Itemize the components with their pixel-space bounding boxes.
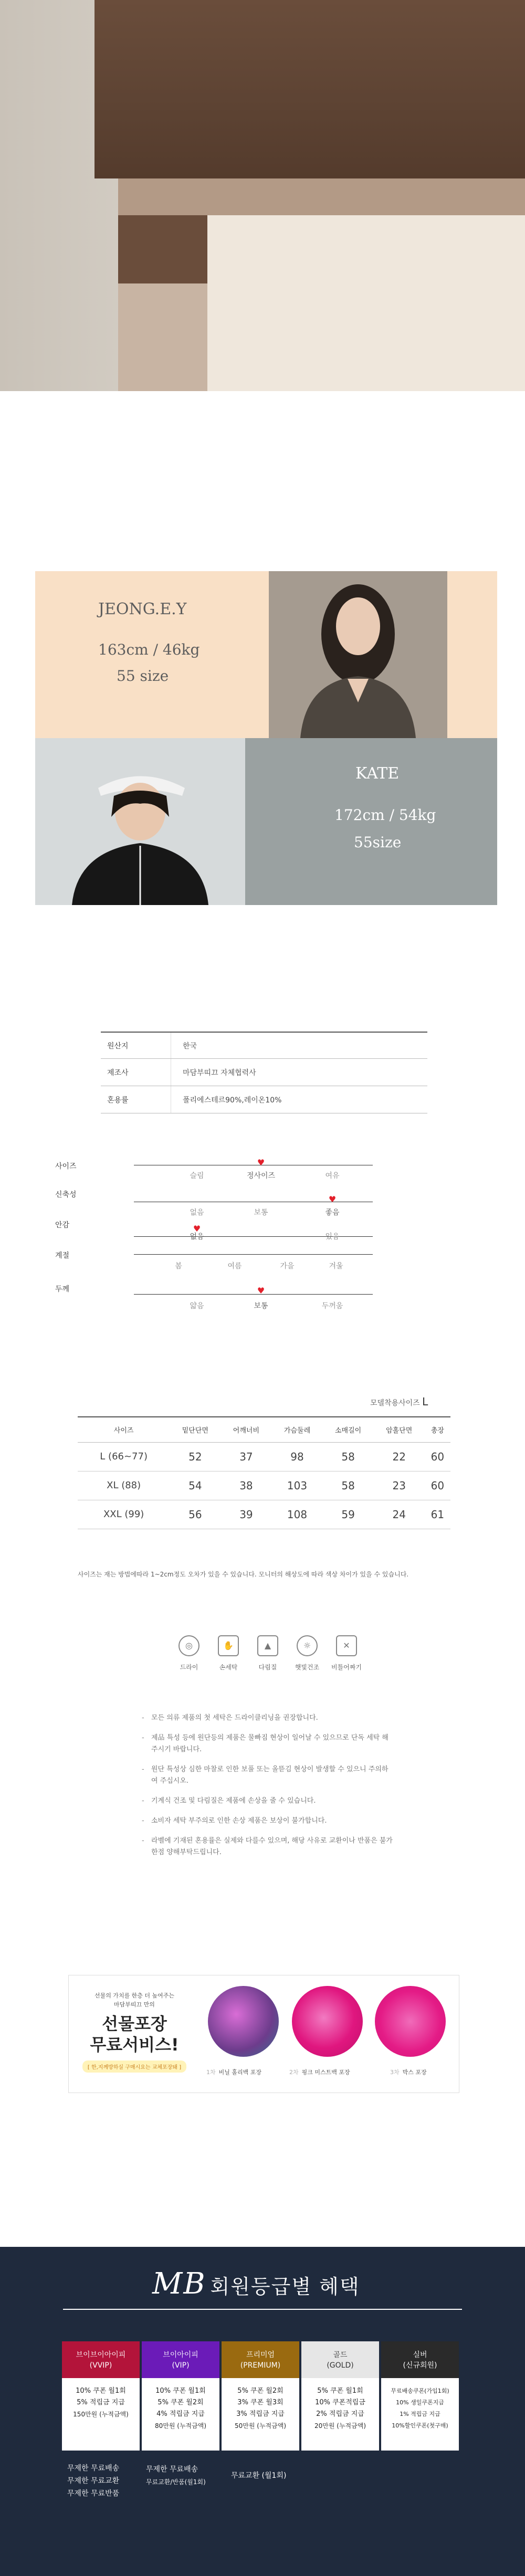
- fit-option: 보통: [254, 1208, 268, 1217]
- fit-option: 여유: [325, 1172, 340, 1180]
- info-label: 제조사: [107, 1068, 129, 1077]
- gift-option-image: [208, 1986, 279, 2057]
- divider: [63, 2309, 462, 2310]
- size-footnote: 사이즈는 재는 방법에따라 1~2cm정도 오차가 있을 수 있습니다. 모니터의 해상도에 따라 색상 차이가 있을 수 있습니다.: [78, 1571, 409, 1578]
- sleeve-cuff-band: [118, 178, 525, 215]
- tier-gold: [301, 2341, 379, 2451]
- size-cell: 60: [425, 1471, 450, 1500]
- info-label: 원산지: [107, 1042, 129, 1050]
- gift-option-label: 1차 비닐 홀리백 포장: [206, 2069, 261, 2076]
- info-row: [101, 1086, 427, 1113]
- info-value: 마담부띠끄 자체협력사: [171, 1059, 256, 1086]
- fit-option: 얇음: [190, 1302, 204, 1310]
- gift-wrap-banner: [68, 1975, 459, 2093]
- tier-benefits: 10% 쿠폰 월1회 5% 적립금 지급 150만원 (누적금액): [62, 2378, 140, 2451]
- size-col-header: 사이즈: [78, 1417, 170, 1442]
- care-note: - 원단 특성상 심한 마찰로 인한 보풀 또는 올뜯김 현상이 발생할 수 있으니 주의하여 주십시오.: [142, 1764, 394, 1787]
- handwash-icon: ✋: [218, 1635, 239, 1656]
- fit-option: 좋음: [325, 1208, 340, 1217]
- fit-chart: [55, 1158, 381, 1331]
- fit-scale-line: [134, 1294, 373, 1295]
- selected-heart-icon: ♥: [328, 1194, 337, 1204]
- size-cell: 56: [170, 1500, 220, 1529]
- care-item: [328, 1635, 365, 1671]
- garment-body: [94, 0, 525, 178]
- fit-option: 없음: [190, 1233, 204, 1241]
- model-size: 55 size: [117, 667, 169, 685]
- model-size-note-value: L: [422, 1395, 428, 1408]
- fit-label-lining: 안감: [55, 1221, 70, 1229]
- care-note: - 라벨에 기재된 혼용률은 실제와 다를수 있으며, 해당 사유로 교환이나 반품은 불가한점 양해부탁드립니다.: [142, 1835, 394, 1858]
- fit-option: 겨울: [329, 1262, 343, 1270]
- size-col-header: 소매길이: [323, 1417, 374, 1442]
- sun-dry-icon: ☼: [297, 1635, 318, 1656]
- size-cell: 22: [374, 1442, 425, 1471]
- fit-option: 여름: [227, 1262, 242, 1270]
- no-wring-icon: ✕: [336, 1635, 357, 1656]
- tier-header: 브이아이피 (VIP): [142, 2341, 219, 2378]
- tier-header: 브이브이아이피 (VVIP): [62, 2341, 140, 2378]
- care-label: 드라이: [180, 1664, 198, 1671]
- tier-benefits: 10% 쿠폰 월1회 5% 쿠폰 월2회 4% 적립금 지급 80만원 (누적금액): [142, 2378, 219, 2451]
- care-item: [289, 1635, 326, 1671]
- product-info-table: [101, 1032, 427, 1113]
- size-cell: 60: [425, 1442, 450, 1471]
- tier-premium: [222, 2341, 299, 2451]
- size-col-header: 밑단단면: [170, 1417, 220, 1442]
- tier-header: 실버 (신규회원): [381, 2341, 459, 2378]
- size-cell: 58: [323, 1471, 374, 1500]
- model-photo-2: [35, 738, 245, 905]
- size-cell: XXL (99): [78, 1500, 170, 1529]
- care-note: - 제品 특성 등에 원단등의 제품은 물빠짐 현상이 일어날 수 있으므로 단독 세탁 해주시기 바랍니다.: [142, 1732, 394, 1755]
- gift-title: 무료서비스!: [90, 2035, 179, 2055]
- size-cell: 103: [271, 1471, 322, 1500]
- care-label: 햇빛건조: [295, 1664, 320, 1671]
- hero-product-photo: [0, 0, 525, 391]
- membership-title: [152, 2267, 360, 2301]
- model-portrait-2: [35, 738, 245, 905]
- model-height-weight: 163cm / 46kg: [98, 641, 200, 658]
- size-cell: 38: [220, 1471, 271, 1500]
- size-cell: 54: [170, 1471, 220, 1500]
- size-cell: 59: [323, 1500, 374, 1529]
- size-cell: 37: [220, 1442, 271, 1471]
- fit-option: 보통: [254, 1302, 268, 1310]
- model-size: 55size: [354, 834, 402, 851]
- tier-extra: 무제한 무료배송 무료교환/반품(월1회): [146, 2465, 206, 2486]
- dryer-icon: ◎: [178, 1635, 200, 1656]
- size-cell: 108: [271, 1500, 322, 1529]
- care-item: [249, 1635, 286, 1671]
- gift-subtitle-line: 선물의 가치를 한층 더 높여주는: [94, 1992, 175, 1999]
- fit-label-size: 사이즈: [55, 1162, 77, 1171]
- size-col-header: 어깨너비: [220, 1417, 271, 1442]
- gift-pill: [ 한,지께방하실 구매시요는 교체포장돼 ]: [82, 2060, 186, 2073]
- size-col-header: 총장: [425, 1417, 450, 1442]
- tier-extra: 무료교환 (월1회): [231, 2472, 287, 2480]
- gift-option-label: 3차 박스 포장: [390, 2069, 427, 2076]
- size-cell: L (66~77): [78, 1442, 170, 1471]
- size-cell: 39: [220, 1500, 271, 1529]
- selected-heart-icon: ♥: [257, 1158, 265, 1168]
- model-name: JEONG.E.Y: [98, 600, 187, 618]
- membership-banner: [0, 2247, 525, 2576]
- care-item: [171, 1635, 207, 1671]
- info-value: 폴리에스테르90%,레이온10%: [171, 1086, 281, 1113]
- care-label: 다림질: [258, 1664, 277, 1671]
- care-item: [210, 1635, 247, 1671]
- size-table-header: [78, 1417, 450, 1442]
- model-height-weight: 172cm / 54kg: [334, 806, 436, 824]
- care-note: - 모든 의류 제품의 첫 세탁은 드라이클리닝을 권장합니다.: [142, 1712, 394, 1724]
- care-note: - 소비자 세탁 부주의로 인한 손상 제품은 보상이 불가합니다.: [142, 1815, 394, 1827]
- fit-label-stretch: 신축성: [55, 1191, 77, 1199]
- care-note: - 기계식 건조 및 다림질은 제품에 손상을 줄 수 있습니다.: [142, 1795, 394, 1807]
- gift-subtitle-line: 마담부띠끄 만의: [114, 2001, 155, 2008]
- model-name: KATE: [355, 764, 400, 783]
- info-label: 혼용률: [107, 1096, 129, 1105]
- tier-benefits: 무료배송쿠폰(가입1회) 10% 생일쿠폰지급 1% 적립금 지급 10%할인쿠폰(첫구매): [381, 2378, 459, 2451]
- table-row: [78, 1471, 450, 1500]
- info-row: [101, 1032, 427, 1059]
- tier-silver: [381, 2341, 459, 2451]
- fit-label-season: 계절: [55, 1252, 70, 1260]
- info-row: [101, 1059, 427, 1086]
- tier-benefits: 5% 쿠폰 월2회 3% 쿠폰 월3회 3% 적립금 지급 50만원 (누적금액): [222, 2378, 299, 2451]
- table-row: [78, 1442, 450, 1471]
- size-cell: 58: [323, 1442, 374, 1471]
- care-notes: [142, 1712, 394, 1867]
- fit-option: 가을: [280, 1262, 295, 1270]
- size-cell: XL (88): [78, 1471, 170, 1500]
- iron-icon: ▲: [257, 1635, 278, 1656]
- selected-heart-icon: ♥: [257, 1286, 265, 1296]
- gift-option-label: 2차 핑크 미스트백 포장: [289, 2069, 350, 2076]
- fit-option: 정사이즈: [246, 1172, 276, 1180]
- model-photo-1: [269, 571, 447, 738]
- fit-option: 있음: [325, 1233, 340, 1241]
- tier-extra: 무제한 무료배송 무제한 무료교환 무제한 무료반품: [67, 2464, 120, 2498]
- cream-skirt: [207, 215, 525, 391]
- gift-subtitle: [69, 1991, 200, 2009]
- model-size-note-label: 모델착용사이즈: [370, 1399, 420, 1407]
- tier-vip: [142, 2341, 219, 2451]
- care-label: 비틀어짜기: [331, 1664, 362, 1671]
- size-cell: 23: [374, 1471, 425, 1500]
- tier-header: 프리미엄 (PREMIUM): [222, 2341, 299, 2378]
- md-logo: MB: [152, 2267, 206, 2301]
- size-col-header: 암홀단면: [374, 1417, 425, 1442]
- size-cell: 52: [170, 1442, 220, 1471]
- selected-heart-icon: ♥: [193, 1224, 201, 1234]
- size-col-header: 가슴둘레: [271, 1417, 322, 1442]
- model-size-note: [370, 1395, 428, 1408]
- fit-option: 슬림: [190, 1172, 204, 1180]
- size-table: [78, 1416, 450, 1529]
- size-cell: 98: [271, 1442, 322, 1471]
- tier-header: 골드 (GOLD): [301, 2341, 379, 2378]
- care-icons: [171, 1635, 370, 1683]
- size-cell: 61: [425, 1500, 450, 1529]
- tier-benefits: 5% 쿠폰 월1회 10% 쿠폰적립금 2% 적립금 지급 20만원 (누적금액): [301, 2378, 379, 2451]
- tier-vvip: [62, 2341, 140, 2451]
- fit-scale-line: [134, 1254, 373, 1255]
- info-value: 한국: [171, 1033, 197, 1058]
- gift-text: [69, 1975, 200, 2094]
- fit-option: 두꺼움: [321, 1302, 343, 1310]
- fit-option: 없음: [190, 1208, 204, 1217]
- gift-option-image: [375, 1986, 446, 2057]
- fit-label-thickness: 두께: [55, 1285, 70, 1294]
- sleeve-cuff: [118, 283, 207, 391]
- table-row: [78, 1500, 450, 1529]
- care-label: 손세탁: [219, 1664, 238, 1671]
- fit-option: 봄: [175, 1262, 182, 1270]
- membership-title-text: 회원등급별 혜택: [210, 2275, 360, 2298]
- model-portrait-1: [269, 571, 447, 738]
- gift-title: 선물포장: [102, 2014, 167, 2034]
- gift-option-image: [292, 1986, 363, 2057]
- size-cell: 24: [374, 1500, 425, 1529]
